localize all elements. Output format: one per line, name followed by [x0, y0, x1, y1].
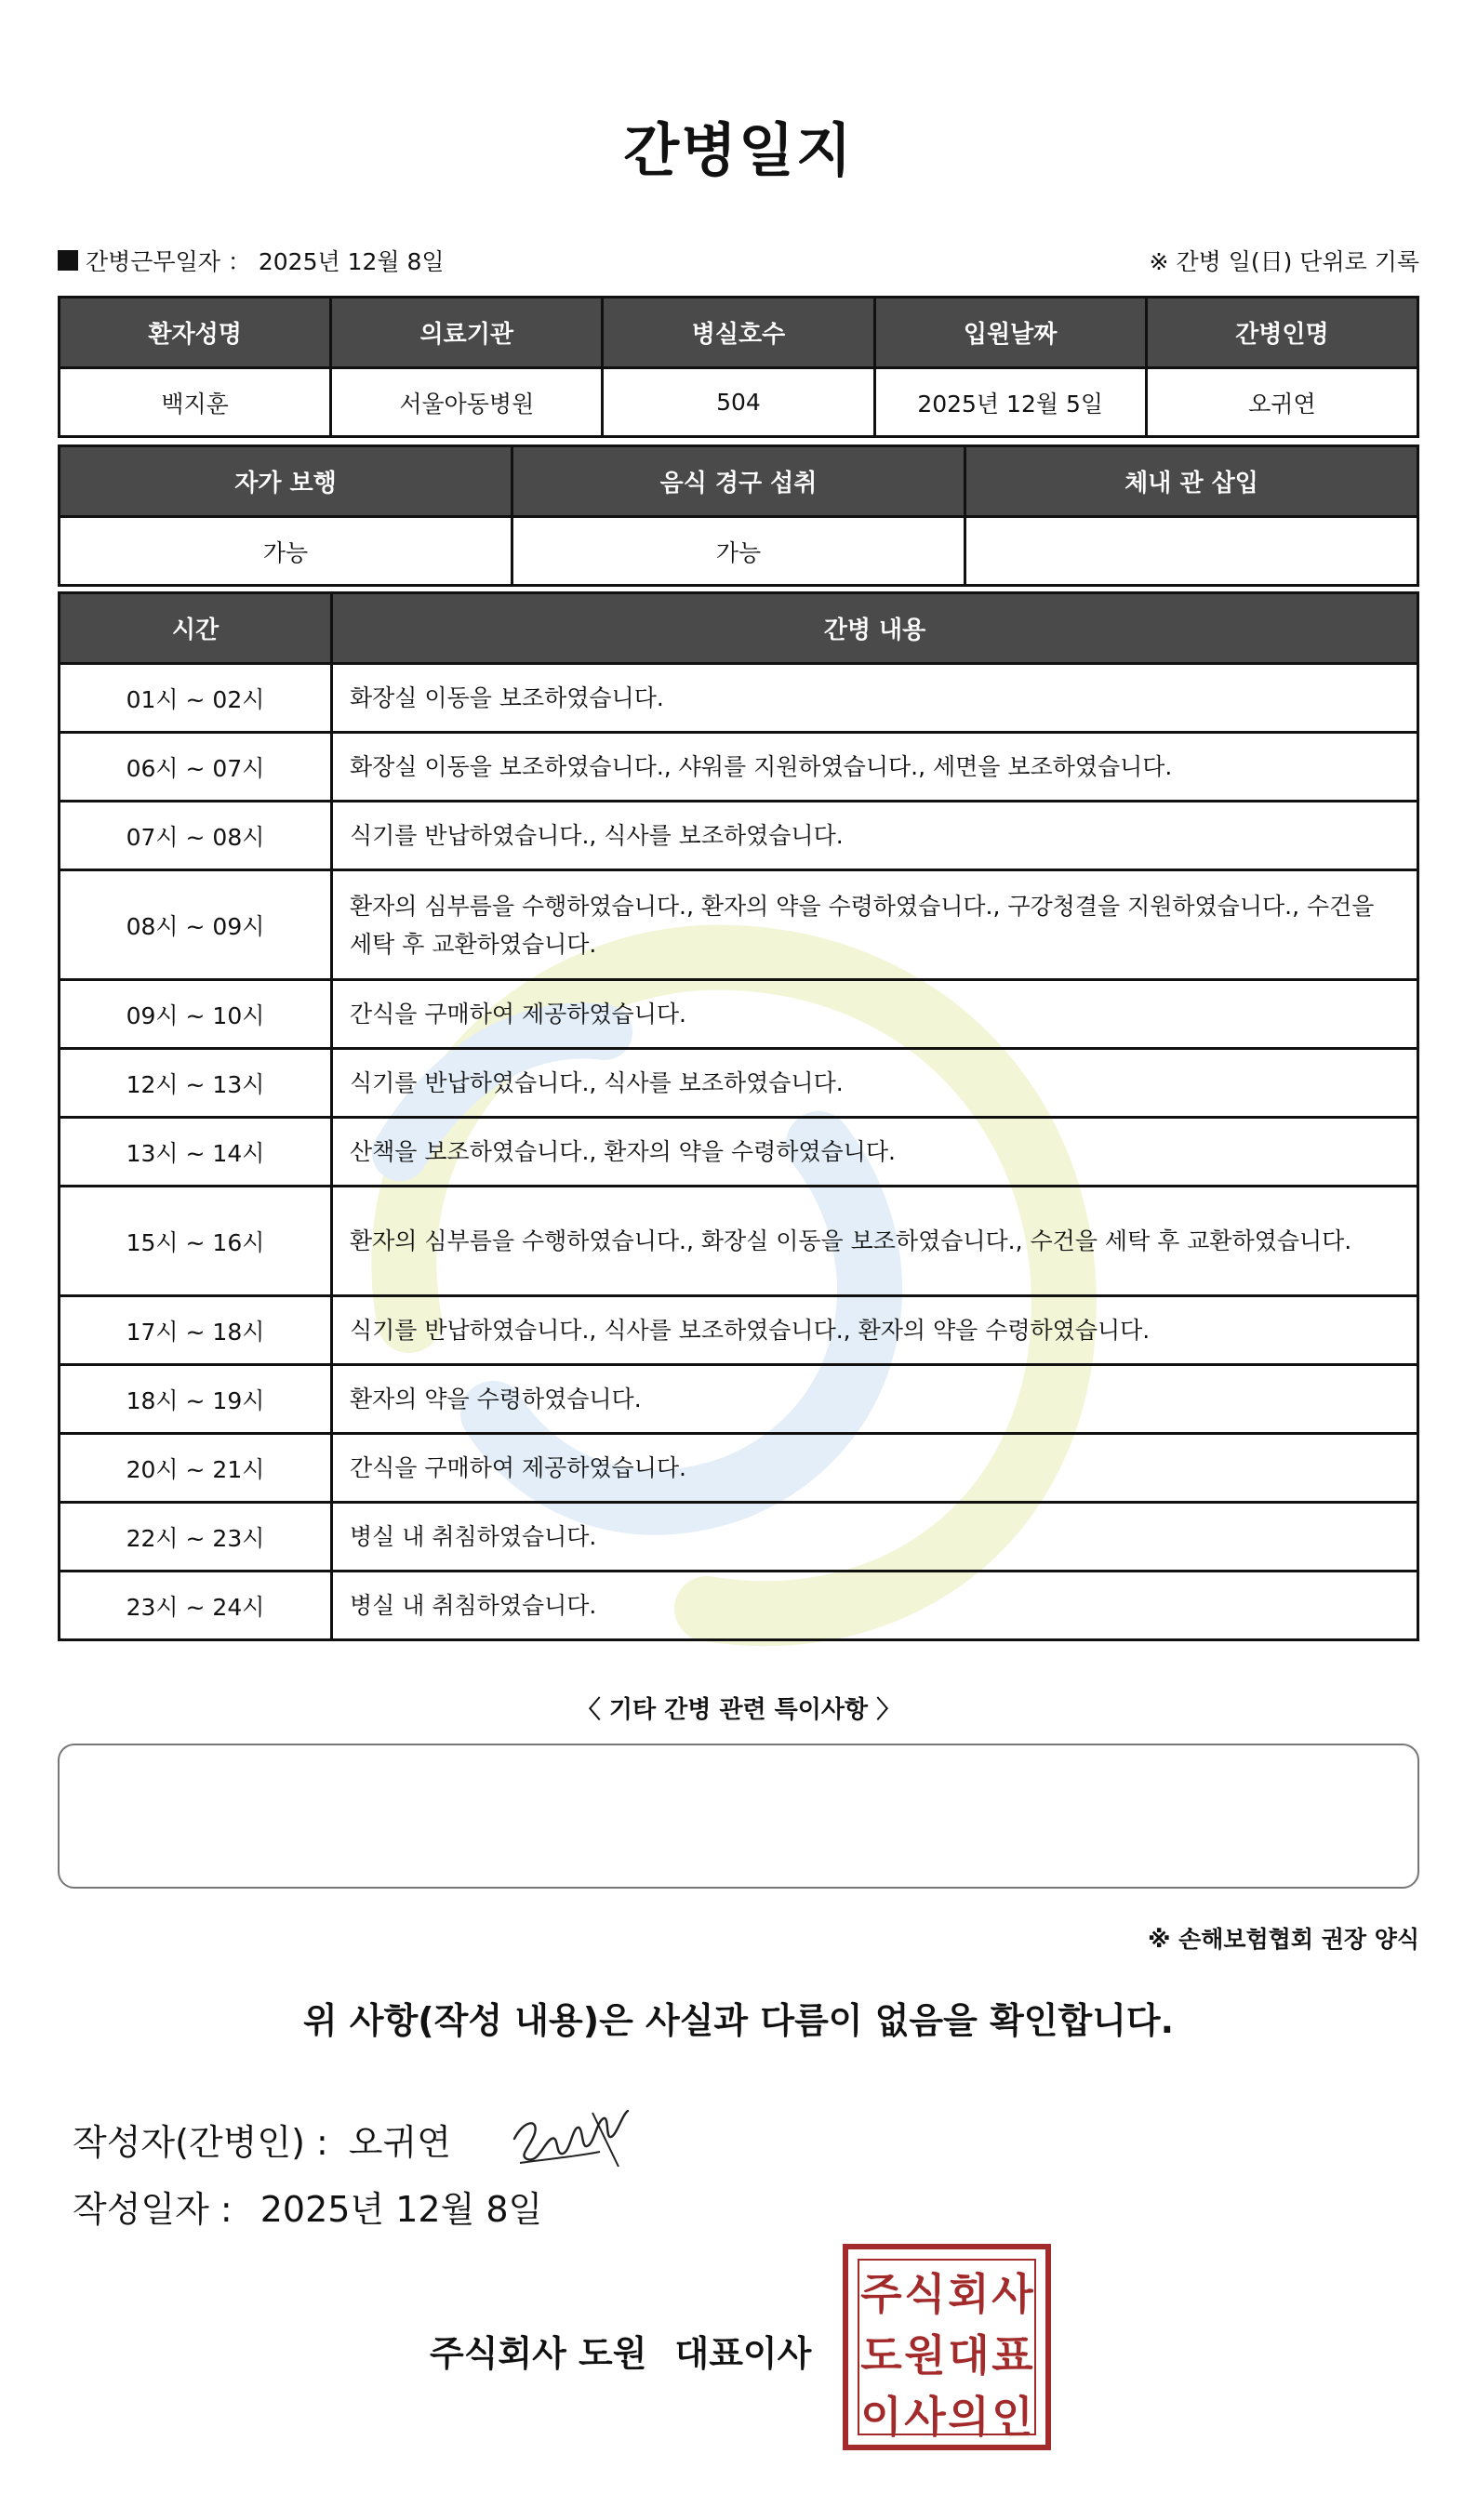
time-header: 시간: [60, 593, 332, 664]
log-time: 01시 ~ 02시: [60, 664, 332, 733]
table-row: [60, 1118, 1418, 1187]
log-time: 09시 ~ 10시: [60, 980, 332, 1049]
log-content: 간식을 구매하여 제공하였습니다.: [332, 980, 1418, 1049]
log-content: 식기를 반납하였습니다., 식사를 보조하였습니다.: [332, 1049, 1418, 1118]
seal-char: 원: [904, 2330, 946, 2381]
company-line: [430, 2325, 811, 2376]
room-number: 504: [603, 368, 874, 437]
seal-char: 표: [991, 2330, 1033, 2381]
admission-date: 2025년 12월 5일: [874, 368, 1146, 437]
log-content: 화장실 이동을 보조하였습니다., 샤워를 지원하였습니다., 세면을 보조하였습니다.: [332, 733, 1418, 802]
company-seal-stamp: [843, 2244, 1051, 2450]
seal-char: 이: [860, 2392, 902, 2442]
document-title: 간병일지: [623, 116, 854, 184]
care-log-table: [58, 591, 1419, 1641]
tube-status: [965, 517, 1418, 586]
written-date-line: [73, 2181, 542, 2232]
table-row: [60, 1049, 1418, 1118]
info-header: 간병인명: [1146, 298, 1417, 368]
log-time: 22시 ~ 23시: [60, 1503, 332, 1572]
log-content: 환자의 심부름을 수행하였습니다., 화장실 이동을 보조하였습니다., 수건을 세탁 후 교환하였습니다.: [332, 1187, 1418, 1296]
signature-image: [507, 2102, 637, 2176]
log-time: 08시 ~ 09시: [60, 870, 332, 980]
hospital: 서울아동병원: [331, 368, 603, 437]
company-name: 주식회사 도원: [430, 2333, 647, 2374]
table-row: [60, 1434, 1418, 1503]
patient-name: 백지훈: [60, 368, 331, 437]
table-row: [60, 870, 1418, 980]
log-time: 12시 ~ 13시: [60, 1049, 332, 1118]
confirm-statement: 위 사항(작성 내용)은 사실과 다름이 없음을 확인합니다.: [302, 2000, 1175, 2041]
log-time: 06시 ~ 07시: [60, 733, 332, 802]
table-row: [60, 980, 1418, 1049]
company-title: 대표이사: [674, 2333, 812, 2374]
info-header: 입원날짜: [874, 298, 1146, 368]
table-row: [60, 1187, 1418, 1296]
log-content: 환자의 심부름을 수행하였습니다., 환자의 약을 수령하였습니다., 구강청결을 지원하였습니다., 수건을 세탁 후 교환하였습니다.: [332, 870, 1418, 980]
notes-box: [58, 1744, 1419, 1889]
caregiver-name: 오귀연: [1146, 368, 1417, 437]
work-date-label: 간병근무일자 ：: [86, 248, 251, 275]
log-content: 식기를 반납하였습니다., 식사를 보조하였습니다., 환자의 약을 수령하였습니다.: [332, 1296, 1418, 1365]
table-row: [60, 1296, 1418, 1365]
log-content: 식기를 반납하였습니다., 식사를 보조하였습니다.: [332, 802, 1418, 870]
log-time: 18시 ~ 19시: [60, 1365, 332, 1434]
patient-info-table: [58, 296, 1419, 438]
log-time: 07시 ~ 08시: [60, 802, 332, 870]
log-time: 23시 ~ 24시: [60, 1572, 332, 1640]
recommend-note: ※ 손해보험협회 권장 양식: [1148, 1926, 1419, 1953]
work-date-value: 2025년 12월 8일: [258, 248, 445, 275]
table-row: [60, 733, 1418, 802]
log-time: 20시 ~ 21시: [60, 1434, 332, 1503]
square-bullet-icon: [58, 250, 78, 271]
table-row: [60, 802, 1418, 870]
seal-characters: [858, 2259, 1036, 2442]
seal-char: 대: [948, 2330, 990, 2381]
walking-status: 가능: [60, 517, 512, 586]
written-date-value: 2025년 12월 8일: [259, 2189, 543, 2230]
oral-intake-status: 가능: [512, 517, 965, 586]
seal-char: 주: [860, 2269, 902, 2319]
table-row: [60, 1572, 1418, 1640]
log-content: 병실 내 취침하였습니다.: [332, 1503, 1418, 1572]
unit-note: ※ 간병 일(日) 단위로 기록: [1149, 248, 1419, 275]
log-time: 17시 ~ 18시: [60, 1296, 332, 1365]
writer-label: 작성자(간병인) :: [73, 2121, 328, 2163]
notes-title: 〈 기타 간병 관련 특이사항 〉: [576, 1696, 901, 1724]
status-header: 음식 경구 섭취: [512, 446, 965, 517]
seal-char: 사: [991, 2269, 1033, 2319]
seal-char: 회: [948, 2269, 990, 2319]
content-header: 간병 내용: [332, 593, 1418, 664]
log-content: 산책을 보조하였습니다., 환자의 약을 수령하였습니다.: [332, 1118, 1418, 1187]
work-date: [58, 244, 445, 277]
seal-char: 인: [991, 2392, 1033, 2442]
status-header: 자가 보행: [60, 446, 512, 517]
info-header: 병실호수: [603, 298, 874, 368]
seal-char: 도: [860, 2330, 902, 2381]
table-row: [60, 1503, 1418, 1572]
patient-status-table: [58, 444, 1419, 587]
seal-char: 의: [948, 2392, 990, 2442]
log-content: 화장실 이동을 보조하였습니다.: [332, 664, 1418, 733]
log-time: 13시 ~ 14시: [60, 1118, 332, 1187]
log-content: 환자의 약을 수령하였습니다.: [332, 1365, 1418, 1434]
table-row: [60, 1365, 1418, 1434]
info-header: 의료기관: [331, 298, 603, 368]
seal-char: 식: [904, 2269, 946, 2319]
writer-line: [73, 2102, 637, 2176]
table-row: [60, 664, 1418, 733]
log-content: 간식을 구매하여 제공하였습니다.: [332, 1434, 1418, 1503]
meta-row: [58, 242, 1419, 279]
log-content: 병실 내 취침하였습니다.: [332, 1572, 1418, 1640]
info-header: 환자성명: [60, 298, 331, 368]
writer-name: 오귀연: [348, 2121, 451, 2163]
written-date-label: 작성일자 :: [73, 2189, 233, 2230]
log-time: 15시 ~ 16시: [60, 1187, 332, 1296]
seal-char: 사: [904, 2392, 946, 2442]
status-header: 체내 관 삽입: [965, 446, 1418, 517]
